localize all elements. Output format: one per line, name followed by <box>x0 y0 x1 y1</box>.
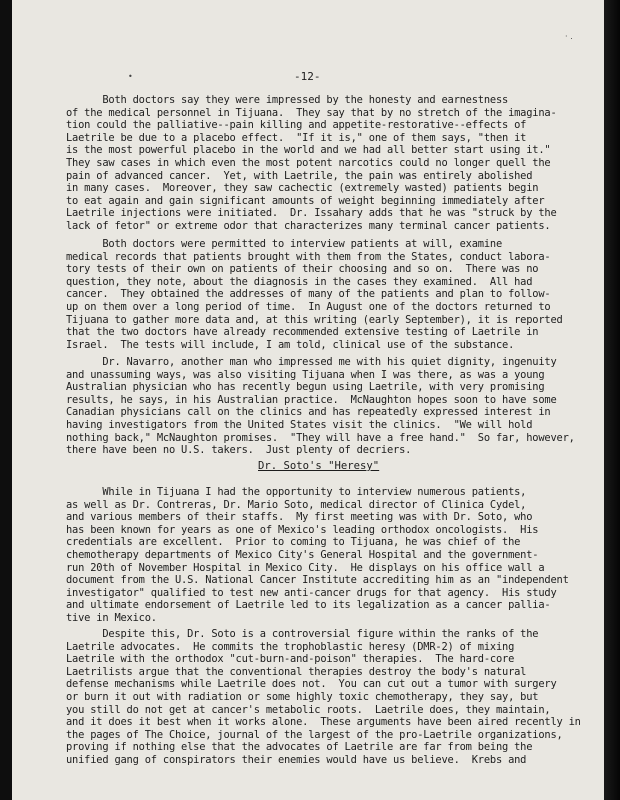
section-heading: Dr. Soto's "Heresy" <box>258 460 380 472</box>
paragraph-5 <box>66 628 581 767</box>
text-line: and it does it best when it works alone. These arguments have been aired recently in <box>66 716 581 729</box>
text-line: chemotherapy departments of Mexico City's General Hospital and the government- <box>66 548 539 561</box>
scan-speck: • <box>128 72 133 81</box>
text-line: has been known for years as one of Mexico's leading orthodox oncologists. His <box>66 523 539 536</box>
text-line: While in Tijuana I had the opportunity to interview numerous patients, <box>66 486 527 498</box>
text-line: results, he says, in his Australian practice. McNaughton hopes soon to have some <box>66 393 557 406</box>
text-line: document from the U.S. National Cancer Institute accrediting him as an "independent <box>66 574 569 587</box>
text-line: tory tests of their own on patients of their choosing and so on. There was no <box>66 263 539 276</box>
text-line: credentials are excellent. Prior to coming to Tijuana, he was chief of the <box>66 536 521 549</box>
text-line: question, they note, about the diagnosis in the cases they examined. All had <box>66 275 533 288</box>
text-line: and unassuming ways, was also visiting Tijuana when I was there, as was a young <box>66 368 545 381</box>
text-line: and ultimate endorsement of Laetrile led to its legalization as a cancer pallia- <box>66 599 551 612</box>
text-line: Laetrile advocates. He commits the trophoblastic heresy (DMR-2) of mixing <box>66 640 515 653</box>
text-line: that the two doctors have already recommended extensive testing of Laetrile in <box>66 326 539 339</box>
text-line: tive in Mexico. <box>66 611 157 624</box>
text-line: Laetrile injections were initiated. Dr. Issahary adds that he was "struck by the <box>66 207 557 220</box>
paragraph-2 <box>66 238 563 351</box>
text-line: proving if nothing else that the advocates of Laetrile are far from being the <box>66 741 533 754</box>
paragraph-4 <box>66 486 569 625</box>
page-edge-shadow <box>604 0 620 800</box>
text-line: run 20th of November Hospital in Mexico City. He displays on his office wall a <box>66 561 545 574</box>
text-line: or burn it out with radiation or some highly toxic chemotherapy, they say, but <box>66 690 539 703</box>
text-line: Both doctors say they were impressed by the honesty and earnestness <box>66 94 509 106</box>
text-line: Australian physician who has recently begun using Laetrile, with very promising <box>66 381 545 394</box>
text-line: lack of fetor" or extreme odor that characterizes many terminal cancer patients. <box>66 219 551 232</box>
text-line: Canadian physicians call on the clinics and has repeatedly expressed interest in <box>66 406 551 419</box>
text-line: Despite this, Dr. Soto is a controversial figure within the ranks of the <box>66 628 539 640</box>
text-line: you still do not get at cancer's metabolic roots. Laetrile does, they maintain, <box>66 703 551 716</box>
text-line: Israel. The tests will include, I am told, clinical use of the substance. <box>66 338 515 351</box>
text-line: defense mechanisms while Laetrile does not. You can cut out a tumor with surgery <box>66 678 557 691</box>
text-line: is the most powerful placebo in the world and we had all better start using it." <box>66 144 551 157</box>
text-line: as well as Dr. Contreras, Dr. Mario Soto, medical director of Clinica Cydel, <box>66 498 527 511</box>
paragraph-1 <box>66 94 557 233</box>
text-line: Both doctors were permitted to interview patients at will, examine <box>66 238 503 250</box>
text-line: medical records that patients brought with them from the States, conduct labora- <box>66 250 551 263</box>
text-line: Tijuana to gather more data and, at this writing (early September), it is reported <box>66 313 563 326</box>
text-line: tion could the palliative--pain killing and appetite-restorative--effects of <box>66 119 527 132</box>
text-line: to eat again and gain significant amounts of weight beginning immediately after <box>66 194 545 207</box>
text-line: Laetrile with the orthodox "cut-burn-and-poison" therapies. The hard-core <box>66 653 515 666</box>
scan-speck: · . <box>565 32 573 41</box>
text-line: having investigators from the United States visit the clinics. "We will hold <box>66 418 533 431</box>
text-line: and various members of their staffs. My first meeting was with Dr. Soto, who <box>66 511 533 524</box>
text-line: Laetrile be due to a placebo effect. "If it is," one of them says, "then it <box>66 131 527 144</box>
text-line: Laetrilists argue that the conventional therapies destroy the body's natural <box>66 665 527 678</box>
text-line: They saw cases in which even the most potent narcotics could no longer quell the <box>66 156 551 169</box>
paragraph-3 <box>66 356 575 457</box>
text-line: in many cases. Moreover, they saw cachectic (extremely wasted) patients begin <box>66 182 539 195</box>
text-line: cancer. They obtained the addresses of many of the patients and plan to follow- <box>66 288 551 301</box>
text-line: Dr. Navarro, another man who impressed me with his quiet dignity, ingenuity <box>66 356 557 368</box>
text-line: nothing back," McNaughton promises. "They will have a free hand." So far, however, <box>66 431 575 444</box>
text-line: pain of advanced cancer. Yet, with Laetrile, the pain was entirely abolished <box>66 169 533 182</box>
text-line: unified gang of conspirators their enemies would have us believe. Krebs and <box>66 753 527 766</box>
text-line: of the medical personnel in Tijuana. They say that by no stretch of the imagina- <box>66 106 557 119</box>
page-number: -12- <box>294 70 321 83</box>
text-line: there have been no U.S. takers. Just plenty of decriers. <box>66 444 412 457</box>
text-line: up on them over a long period of time. In August one of the doctors returned to <box>66 300 551 313</box>
text-line: investigator" qualified to test new anti-cancer drugs for that agency. His study <box>66 586 557 599</box>
text-line: the pages of The Choice, journal of the largest of the pro-Laetrile organizations, <box>66 728 563 741</box>
